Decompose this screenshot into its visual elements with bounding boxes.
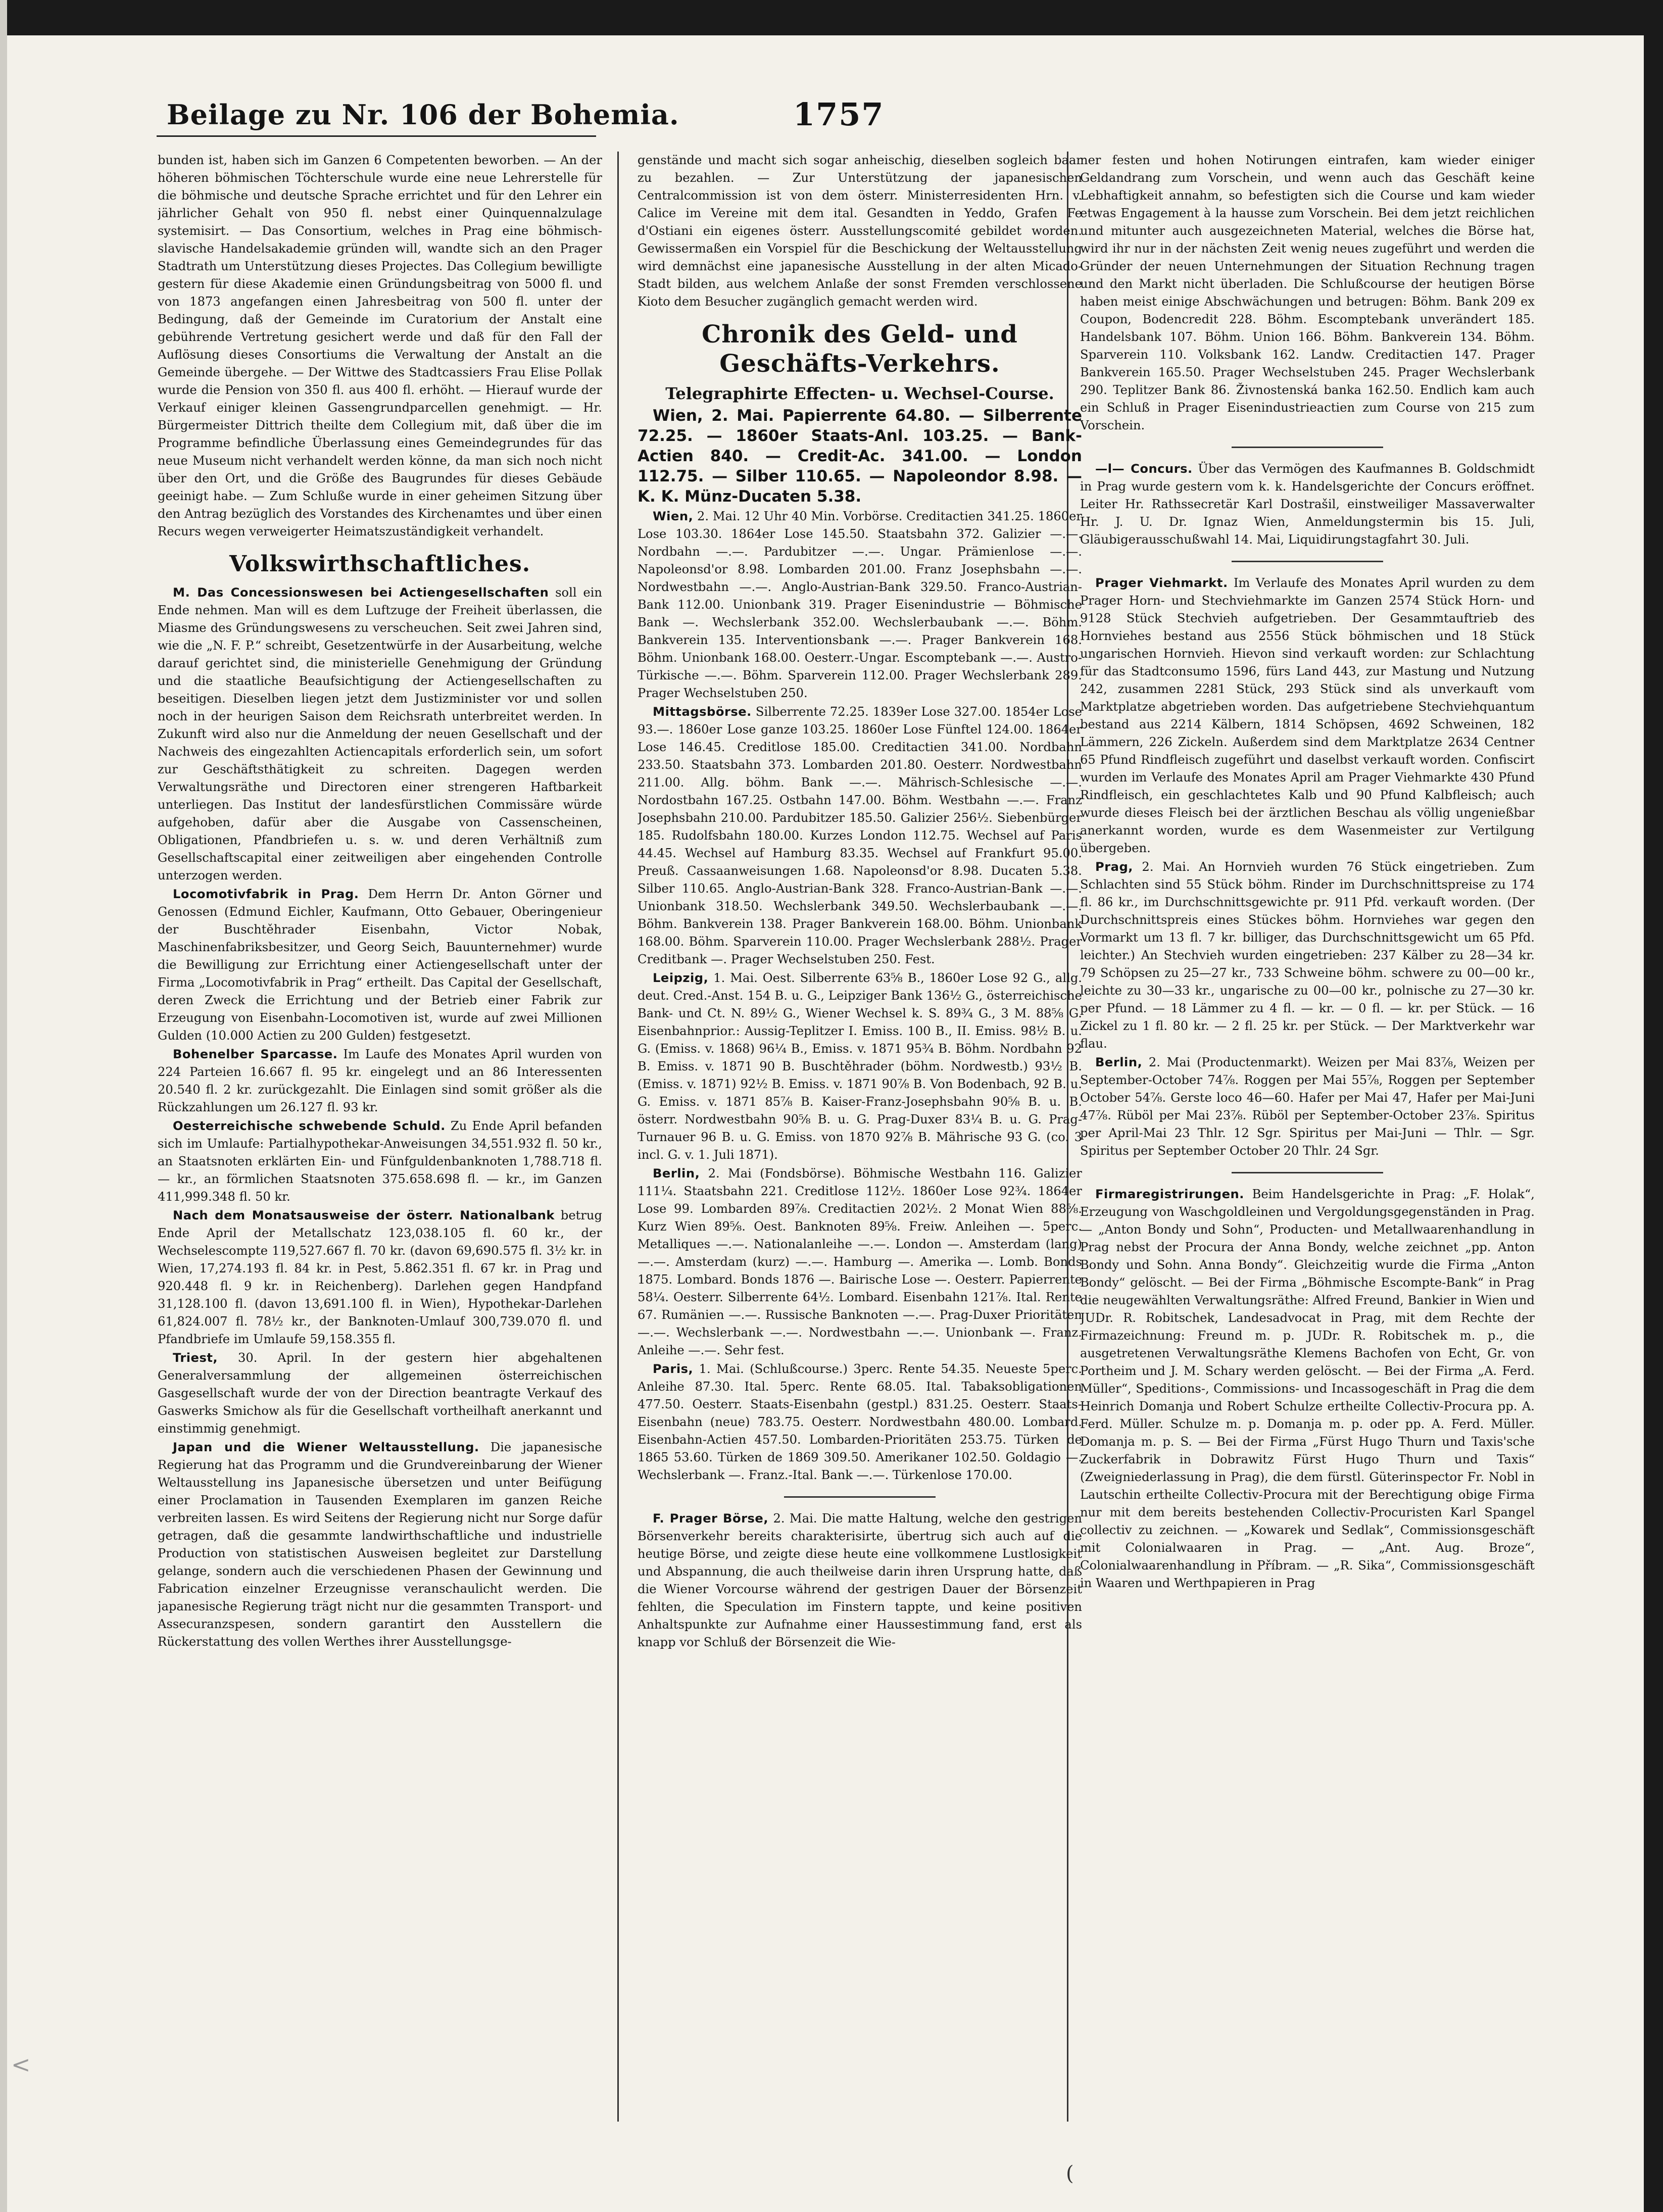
column-divider	[617, 152, 619, 2122]
section-separator	[1232, 561, 1383, 562]
article-text: 2. Mai. Die matte Haltung, welche den gestrigen Börsenverkehr bereits charakterisirte, übertrug sich auch auf die heutige Börse, und zeigte diese heute eine vollkommene Lustlosigkeit und Abspannung, die auch theilweise darin ihren Ursprung hatte, daß die Wiener Vorcourse während der gestrigen Dauer der Börsenzeit fehlten, die Speculation im Finstern tappte, und keine positiven Anhaltspunkte zur Aufnahme einer Haussestimmung fand, erst als knapp vor Schluß der Börsenzeit die Wie-	[638, 1511, 1082, 1649]
article-lead: Mittagsbörse.	[653, 705, 752, 719]
article-paragraph	[638, 1360, 1082, 1484]
article-paragraph	[158, 1349, 602, 1438]
article-lead: Nach dem Monatsausweise der österr. Nationalbank	[173, 1208, 555, 1222]
article-paragraph	[158, 1207, 602, 1348]
article-paragraph	[638, 1165, 1082, 1359]
article-lead: Berlin,	[653, 1166, 700, 1181]
article-paragraph	[158, 886, 602, 1045]
article-text: Über das Vermögen des Kaufmannes B. Goldschmidt in Prag wurde gestern vom k. k. Handelsgerichte der Concurs eröffnet. Leiter Hr. Rathssecretär Karl Dostrašil, einstweiliger Massaverwalter Hr. J. U. Dr. Ignaz Wien, Anmeldungstermin bis 15. Juli, Gläubigerausschußwahl 14. Mai, Liquidirungstagfahrt 30. Juli.	[1080, 462, 1535, 547]
column-2	[638, 152, 1082, 2147]
article-lead: —l— Concurs.	[1095, 462, 1193, 476]
article-text: 30. April. In der gestern hier abgehaltenen Generalversammlung der allgemeinen österreichischen Gasgesellschaft wurde der von der Direction beantragte Verkauf des Gaswerks Smichow als für die Gesellschaft vortheilhaft anerkannt und einstimmig genehmigt.	[158, 1351, 602, 1436]
article-paragraph	[638, 508, 1082, 702]
article-lead: Prag,	[1095, 860, 1133, 874]
article-paragraph	[638, 1510, 1082, 1651]
article-text: betrug Ende April der Metallschatz 123,038.105 fl. 60 kr., der Wechselescompte 119,527.667 fl. 70 kr. (davon 69,690.575 fl. 3½ kr. in Wien, 17,274.193 fl. 84 kr. in Pest, 5.862.351 fl. 67 kr. in Prag und 920.448 fl. 9 kr. in Reichenberg). Darlehen gegen Handpfand 31,128.100 fl. (davon 13,691.100 fl. in Wien), Hypothekar-Darlehen 61,824.007 fl. 78½ kr., der Banknoten-Umlauf 300,739.070 fl. und Pfandbriefe im Umlaufe 59,158.355 fl.	[158, 1208, 602, 1346]
article-text: soll ein Ende nehmen. Man will es dem Luftzuge der Freiheit überlassen, die Miasme des Gründungswesens zu verscheuchen. Seit zwei Jahren sind, wie die „N. F. P.“ schreibt, Gesetzentwürfe in der Ausarbeitung, welche darauf gerichtet sind, die ministerielle Genehmigung der Gründung und die staatliche Beaufsichtigung der Actiengesellschaften zu beseitigen. Dieselben liegen jetzt dem Justizminister vor und sollen noch in der heurigen Saison dem Reichsrath unterbreitet werden. In Zukunft wird also nur die Anmeldung der neuen Gesellschaft und der Nachweis des eingezahlten Actiencapitals erforderlich sein, um sofort zur Geschäftsthätigkeit zu schreiten. Dagegen werden Verwaltungsräthe und Directoren einer strengeren Haftbarkeit unterliegen. Das Institut der landesfürstlichen Commissäre würde aufgehoben, dafür aber die Ausgabe von Cassenscheinen, Obligationen, Pfandbriefen u. s. w. und deren Verhältniß zum Gesellschaftscapital einer zeitweiligen aber eingehenden Controlle unterzogen werden.	[158, 585, 602, 882]
section-separator	[784, 1496, 936, 1498]
article-lead: M. Das Concessionswesen bei Actiengesellschaften	[173, 585, 549, 600]
article-lead: Bohenelber Sparcasse.	[173, 1047, 338, 1061]
article-lead: Leipzig,	[653, 971, 709, 985]
page-number: 1757	[793, 96, 885, 133]
column-1	[158, 152, 602, 2147]
telegraph-quotes: Wien, 2. Mai. Papierrente 64.80. — Silberrente 72.25. — 1860er Staats-Anl. 103.25. — Bank-Actien 840. — Credit-Ac. 341.00. — London 112.75. — Silber 110.65. — Napoleondor 8.98. — K. K. Münz-Ducaten 5.38.	[638, 407, 1082, 506]
article-text: 2. Mai. 12 Uhr 40 Min. Vorbörse. Creditactien 341.25. 1860er Lose 103.30. 1864er Lose 145.50. Staatsbahn 372. Galizier —.—. Nordbahn —.—. Pardubitzer —.—. Ungar. Prämienlose —.—. Napoleonsd'or 8.98. Lombarden 201.00. Franz Josephsbahn —.—. Nordwestbahn —.—. Anglo-Austrian-Bank 329.50. Franco-Austrian-Bank 112.00. Unionbank 319. Prager Eisenindustrie — Böhmische Bank —. Wechslerbank 352.00. Wechslerbaubank —.—. Böhm. Bankverein 135. Interventionsbank —.—. Prager Bankverein 168. Böhm. Unionbank 168.00. Oesterr.-Ungar. Escomptebank —.—. Austro-Türkische —.—. Böhm. Sparverein 112.00. Prager Wechslerbank 289. Prager Wechselstuben 250.	[638, 509, 1082, 700]
article-text: 1. Mai. (Schlußcourse.) 3perc. Rente 54.35. Neueste 5perc. Anleihe 87.30. Ital. 5perc. Rente 68.05. Ital. Tabaksobligationen 477.50. Oesterr. Staats-Eisenbahn (gestpl.) 831.25. Oesterr. Staats-Eisenbahn (neue) 783.75. Oesterr. Nordwestbahn 480.00. Lombard. Eisenbahn-Actien 457.50. Lombarden-Prioritäten 253.75. Türken de 1865 53.60. Türken de 1869 309.50. Amerikaner 102.50. Goldagio —. Wechslerbank —. Franz.-Ital. Bank —.—. Türkenlose 170.00.	[638, 1362, 1082, 1482]
supplement-title: Beilage zu Nr. 106 der Bohemia.	[167, 99, 679, 131]
article-paragraph: genstände und macht sich sogar anheischig, dieselben sogleich baar zu bezahlen. — Zur Unterstützung der japanesischen Centralcommission ist von dem österr. Ministerresidenten Hrn. v. Calice im Vereine mit dem ital. Gesandten in Yeddo, Grafen Fe d'Ostiani ein eigenes österr. Ausstellungscomité gebildet worden. Gewissermaßen ein Vorspiel für die Beschickung der Weltausstellung wird demnächst eine japanesische Ausstellung in der alten Micado-Stadt bilden, aus welchem Anlaße der sonst Fremden verschlossene Kioto dem Besucher zugänglich gemacht werden wird.	[638, 153, 1082, 309]
article-lead: Triest,	[173, 1351, 218, 1365]
section-separator	[1232, 447, 1383, 448]
article-paragraph	[638, 703, 1082, 968]
article-text: Silberrente 72.25. 1839er Lose 327.00. 1854er Lose 93.—. 1860er Lose ganze 103.25. 1860er Lose Fünftel 124.00. 1864er Lose 146.45. Creditlose 185.00. Creditactien 341.00. Nordbahn 233.50. Staatsbahn 373. Lombarden 201.80. Oesterr. Nordwestbahn 211.00. Allg. böhm. Bank —.—. Mährisch-Schlesische —.—. Nordostbahn 167.25. Ostbahn 147.00. Böhm. Westbahn —.—. Franz Josephsbahn 210.00. Pardubitzer 185.50. Galizier 256½. Siebenbürger 185. Rudolfsbahn 180.00. Kurzes London 112.75. Wechsel auf Paris 44.45. Wechsel auf Hamburg 83.35. Wechsel auf Frankfurt 95.00. Preuß. Cassaanweisungen 1.68. Napoleonsd'or 8.98. Ducaten 5.38. Silber 110.65. Anglo-Austrian-Bank 328. Franco-Austrian-Bank —.—. Unionbank 318.50. Wechslerbank 349.50. Wechslerbaubank —.—. Böhm. Bankverein 138. Prager Bankverein 168.00. Böhm. Unionbank 168.00. Böhm. Sparverein 110.00. Prager Wechslerbank 288½. Prager Creditbank —. Prager Wechselstuben 250. Fest.	[638, 705, 1082, 966]
article-text: Im Laufe des Monates April wurden von 224 Parteien 16.667 fl. 95 kr. eingelegt und an 86 Interessenten 20.540 fl. 2 kr. zurückgezahlt. Die Einlagen sind somit größer als die Rückzahlungen um 26.127 fl. 93 kr.	[158, 1047, 602, 1114]
footer-mark: (	[1066, 2162, 1074, 2185]
article-lead: Oesterreichische schwebende Schuld.	[173, 1119, 446, 1133]
article-lead: Firmaregistrirungen.	[1095, 1187, 1244, 1201]
article-paragraph: bunden ist, haben sich im Ganzen 6 Competenten beworben. — An der höheren böhmischen Töchterschule wurde eine neue Lehrerstelle für die böhmische und deutsche Sprache errichtet und für den Lehrer ein jährlicher Gehalt von 950 fl. nebst einer Quinquennalzulage systemisirt. — Das Consortium, welches in Prag eine böhmisch-slavische Handelsakademie gründen will, wandte sich an den Prager Stadtrath um Unterstützung dieses Projectes. Das Collegium bewilligte gestern für diese Akademie einen Gründungsbeitrag von 5000 fl. und von 1873 angefangen einen Jahresbeitrag von 500 fl. unter der Bedingung, daß der Gemeinde im Curatorium der Anstalt eine gebührende Vertretung gesichert werde und daß für den Fall der Auflösung dieses Consortiums die Verwaltung der Anstalt an die Gemeinde übergehe. — Der Wittwe des Stadtcassiers Frau Elise Pollak wurde die Pension von 350 fl. aus 400 fl. erhöht. — Hierauf wurde der Verkauf einiger kleinen Gassengrundparcellen genehmigt. — Hr. Bürgermeister Dittrich theilte dem Collegium mit, daß über die im Programme befindliche Überlassung eines Gemeindegrundes für das neue Museum nicht verhandelt werden könne, da man sich noch nicht über den Ort, und die Größe des Baugrundes für dieses Gebäude geeinigt habe. — Zum Schluße wurde in einer geheimen Sitzung über den Antrag bezüglich des Vorstandes des Kirchenamtes und über einen Recurs wegen verweigerter Heimatszuständigkeit verhandelt.	[158, 153, 602, 538]
article-lead: Paris,	[653, 1362, 694, 1376]
article-text: Zu Ende April befanden sich im Umlaufe: Partialhypothekar-Anweisungen 34,551.932 fl. 50 kr., an Staatsnoten erklärten Ein- und Fünfguldenbanknoten 1,788.718 fl. — kr., an förmlichen Staatsnoten 375.658.698 fl. — kr., im Ganzen 411,999.348 fl. 50 kr.	[158, 1119, 602, 1204]
article-text: Die japanesische Regierung hat das Programm und die Grundvereinbarung der Wiener Weltausstellung ins Japanesische übersetzen und unter Beifügung einer Proclamation in Tausenden Exemplaren im ganzen Reiche verbreiten lassen. Es wird Seitens der Regierung nicht nur Sorge dafür getragen, daß die gesammte landwirthschaftliche und industrielle Production von statistischen Ausweisen begleitet zur Darstellung gelange, sondern auch die verschiedenen Phasen der Gewinnung und Fabrication einzelner Erzeugnisse veranschaulicht werden. Die japanesische Regierung trägt nicht nur die gesammten Transport- und Assecuranzspesen, sondern garantirt den Ausstellern die Rückerstattung des vollen Werthes ihrer Ausstellungsge-	[158, 1440, 602, 1649]
article-paragraph	[158, 1046, 602, 1116]
article-paragraph: ner festen und hohen Notirungen eintrafen, kam wieder einiger Geldandrang zum Vorschein, und wenn auch das Geschäft keine Lebhaftigkeit annahm, so befestigten sich die Course und kam wieder etwas Engagement à la hausse zum Vorschein. Bei dem jetzt reichlichen und mitunter auch ausgezeichneten Material, welches die Börse hat, wird ihr nur in der nächsten Zeit wenig neues zugeführt und werden die Gründer der neuen Unternehmungen der Situation Rechnung tragen und den Markt nicht überladen. Die Schlußcourse der heutigen Börse haben meist einige Abschwächungen und betrugen: Böhm. Bank 209 ex Coupon, Bodencredit 228. Böhm. Escomptebank unverändert 185. Handelsbank 107. Böhm. Union 166. Böhm. Bankverein 134. Böhm. Sparverein 110. Volksbank 162. Landw. Creditactien 147. Prager Bankverein 165.50. Prager Wechselstuben 245. Prager Wechslerbank 290. Teplitzer Bank 86. Živnostenská banka 162.50. Endlich kam auch ein Schluß in Prager Eisenindustrieactien zum Course von 215 zum Vorschein.	[1080, 153, 1535, 432]
section-separator	[1232, 1172, 1383, 1173]
article-paragraph	[638, 969, 1082, 1164]
article-lead: F. Prager Börse,	[653, 1511, 769, 1526]
article-paragraph	[1080, 1186, 1535, 1592]
header-rule	[157, 135, 596, 137]
margin-mark: <	[11, 2051, 31, 2078]
article-lead: Berlin,	[1095, 1055, 1143, 1069]
article-lead: Japan und die Wiener Weltausstellung.	[173, 1440, 479, 1454]
article-lead: Wien,	[653, 509, 694, 523]
scan-border-top	[0, 0, 1663, 35]
article-paragraph	[158, 584, 602, 884]
article-lead: Locomotivfabrik in Prag.	[173, 887, 359, 901]
section-title-economics: Volkswirthschaftliches.	[229, 551, 531, 577]
article-text: Beim Handelsgerichte in Prag: „F. Holak“, Erzeugung von Waschgoldleinen und Vergoldungsgegenständen in Prag. — „Anton Bondy und Sohn“, Producten- und Metallwaarenhandlung in Prag nebst der Procura der Anna Bondy, welche zeichnet „pp. Anton Bondy und Sohn. Anna Bondy“. Gleichzeitig wurde die Firma „Anton Bondy“ gelöscht. — Bei der Firma „Böhmische Escompte-Bank“ in Prag die neugewählten Verwaltungsräthe: Alfred Freund, Bankier in Wien und JUDr. R. Robitschek, Landesadvocat in Prag, mit dem Rechte der Firmazeichnung: Freund m. p. JUDr. R. Robitschek m. p., die ausgetretenen Verwaltungsräthe Klemens Bachofen von Echt, Gr. von Portheim und J. M. Schary werden gelöscht. — Bei der Firma „A. Ferd. Müller“, Speditions-, Commissions- und Incassogeschäft in Prag die dem Heinrich Domanja und Robert Schulze ertheilte Collectiv-Procura pp. A. Ferd. Müller. Schulze m. p. Domanja m. p. oder pp. A. Ferd. Müller. Domanja m. p. S. — Bei der Firma „Fürst Hugo Thurn und Taxis'sche Zuckerfabrik in Dobrawitz Fürst Hugo Thurn und Taxis“ (Zweigniederlassung in Prag), die dem fürstl. Güterinspector Fr. Nobl in Lautschin ertheilte Collectiv-Procura mit der Berechtigung obige Firma nur mit dem bereits bestehenden Collectiv-Procuristen Karl Spangel collectiv zu zeichnen. — „Kowarek und Sedlak“, Commissionsgeschäft mit Colonialwaaren in Prag. — „Ant. Aug. Broze“, Colonialwaarenhandlung in Příbram. — „R. Sika“, Commissionsgeschäft in Waaren und Werthpapieren in Prag	[1080, 1187, 1535, 1590]
section-subtitle: Telegraphirte Effecten- u. Wechsel-Course.	[665, 384, 1054, 403]
article-text: 1. Mai. Oest. Silberrente 63⅝ B., 1860er Lose 92 G., allg. deut. Cred.-Anst. 154 B. u. G., Leipziger Bank 136½ G., österreichische Bank- und Ct. N. 89½ G., Wiener Wechsel k. S. 89¾ G., 3 M. 88⅝ G. Eisenbahnprior.: Aussig-Teplitzer I. Emiss. 100 B., II. Emiss. 98½ B. u. G. (Emiss. v. 1868) 96¼ B., Emiss. v. 1871 95¾ B. Böhm. Nordbahn 92 B. Emiss. v. 1871 90 B. Buschtěhrader (böhm. Nordwestb.) 93½ B. (Emiss. v. 1871) 92½ B. Emiss. v. 1871 90⅞ B. Von Bodenbach, 92 B. u. G. Emiss. v. 1871 85⅞ B. Kaiser-Franz-Josephsbahn 90⅝ B. u. B. österr. Nordwestbahn 90⅝ B. u. G. Prag-Duxer 83¼ B. u. G. Prag-Turnauer 96 B. u. G. Emiss. von 1870 92⅞ B. Mährische 93 G. (co. 3 incl. G. v. 1. Juli 1871).	[638, 971, 1082, 1162]
article-paragraph	[158, 1439, 602, 1651]
column-3	[1080, 152, 1535, 2147]
scan-border-left	[0, 0, 7, 2212]
article-paragraph	[158, 1117, 602, 1206]
section-title-finance: Chronik des Geld- und Geschäfts-Verkehrs.	[702, 320, 1018, 378]
article-paragraph	[1080, 858, 1535, 1053]
article-paragraph	[1080, 574, 1535, 857]
article-lead: Prager Viehmarkt.	[1095, 576, 1228, 590]
article-paragraph	[1080, 460, 1535, 549]
article-text: 2. Mai (Fondsbörse). Böhmische Westbahn 116. Galizier 111¼. Staatsbahn 221. Creditlose 112½. 1860er Lose 92¾. 1864er Lose 99. Lombarden 89⅞. Creditactien 202½. 2 Monat Wien 88⅝. Kurz Wien 89⅝. Oest. Banknoten 89⅝. Freiw. Anleihen —. 5perc. Metalliques —.—. Nationalanleihe —.—. London —. Amsterdam (lang) —.—. Amsterdam (kurz) —.—. Hamburg —. Amerika —. Lomb. Bonds 1875. Lombard. Bonds 1876 —. Bairische Lose —. Oesterr. Papierrente 58¼. Oesterr. Silberrente 64½. Lombard. Eisenbahn 121⅞. Ital. Rente 67. Rumänien —.—. Russische Banknoten —.—. Prag-Duxer Prioritäten —.—. Wechslerbank —.—. Nordwestbahn —.—. Unionbank —. Franz. Anleihe —.—. Sehr fest.	[638, 1166, 1082, 1357]
page-header	[157, 96, 1606, 141]
article-text: 2. Mai (Productenmarkt). Weizen per Mai 83⅞, Weizen per September-October 74⅞. Roggen per Mai 55⅞, Roggen per September October 54⅞. Gerste loco 46—60. Hafer per Mai 47, Hafer per Mai-Juni 47⅞. Rüböl per Mai 23⅞. Rüböl per September-October 23⅞. Spiritus per April-Mai 23 Thlr. 12 Sgr. Spiritus per Mai-Juni — Thlr. — Sgr. Spiritus per September October 20 Thlr. 24 Sgr.	[1080, 1055, 1535, 1158]
article-text: Im Verlaufe des Monates April wurden zu dem Prager Horn- und Stechviehmarkte im Ganzen 2574 Stück Horn- und 9128 Stück Stechvieh aufgetrieben. Der Gesammtauftrieb des Hornviehes bestand aus 2556 Stück böhmischen und 18 Stück ungarischen Hornvieh. Hievon sind verkauft worden: zur Schlachtung für das Stadtconsumo 1596, fürs Land 443, zur Mastung und Nutzung 242, zusammen 2281 Stück, 293 Stück sind als unverkauft vom Marktplatze abgetrieben worden. Das aufgetriebene Stechviehquantum bestand aus 2214 Kälbern, 1814 Schöpsen, 4692 Schweinen, 182 Lämmern, 226 Zickeln. Außerdem sind dem Marktplatze 2634 Centner 65 Pfund Rindfleisch zugeführt und daselbst verkauft worden. Confiscirt wurden im Verlaufe des Monates April am Prager Viehmarkte 430 Pfund Rindfleisch, ein geschlachtetes Kalb und 90 Pfund Kalbfleisch; auch wurde dieses Fleisch bei der ärztlichen Beschau als völlig ungenießbar anerkannt worden, wurde es dem Wasenmeister zur Vertilgung übergeben.	[1080, 576, 1535, 855]
article-text: Dem Herrn Dr. Anton Görner und Genossen (Edmund Eichler, Kaufmann, Otto Gebauer, Oberingenieur der Buschtěhrader Eisenbahn, Victor Nobak, Maschinenfabriksbesitzer, und Georg Seich, Bauunternehmer) wurde die Bewilligung zur Errichtung einer Actiengesellschaft unter der Firma „Locomotivfabrik in Prag“ ertheilt. Das Capital der Gesellschaft, deren Zweck die Errichtung und der Betrieb einer Fabrik zur Erzeugung von Eisenbahn-Locomotiven ist, wurde auf zwei Millionen Gulden (10.000 Actien zu 200 Gulden) festgesetzt.	[158, 887, 602, 1043]
scan-border-right	[1644, 0, 1663, 2212]
article-text: 2. Mai. An Hornvieh wurden 76 Stück eingetrieben. Zum Schlachten sind 55 Stück böhm. Rinder im Durchschnittspreise zu 174 fl. 86 kr., im Durchschnittsgewichte pr. 911 Pfd. verkauft worden. (Der Durchschnittspreis eines Stückes böhm. Hornviehes war gegen den Vormarkt um 13 fl. 7 kr. billiger, das Durchschnittsgewicht um 65 Pfd. leichter.) An Stechvieh wurden eingetrieben: 237 Kälber zu 28—34 kr. 79 Schöpsen zu 25—27 kr., 733 Schweine böhm. schwere zu 00—00 kr., leichte zu 30—33 kr., ungarische zu 00—00 kr., polnische zu 27—30 kr. per Pfund. — 18 Lämmer zu 4 fl. — kr. — 0 fl. — kr. per Stück. — 16 Zickel zu 1 fl. 80 kr. — 2 fl. 25 kr. per Stück. — Der Marktverkehr war flau.	[1080, 860, 1535, 1051]
article-paragraph	[1080, 1054, 1535, 1160]
